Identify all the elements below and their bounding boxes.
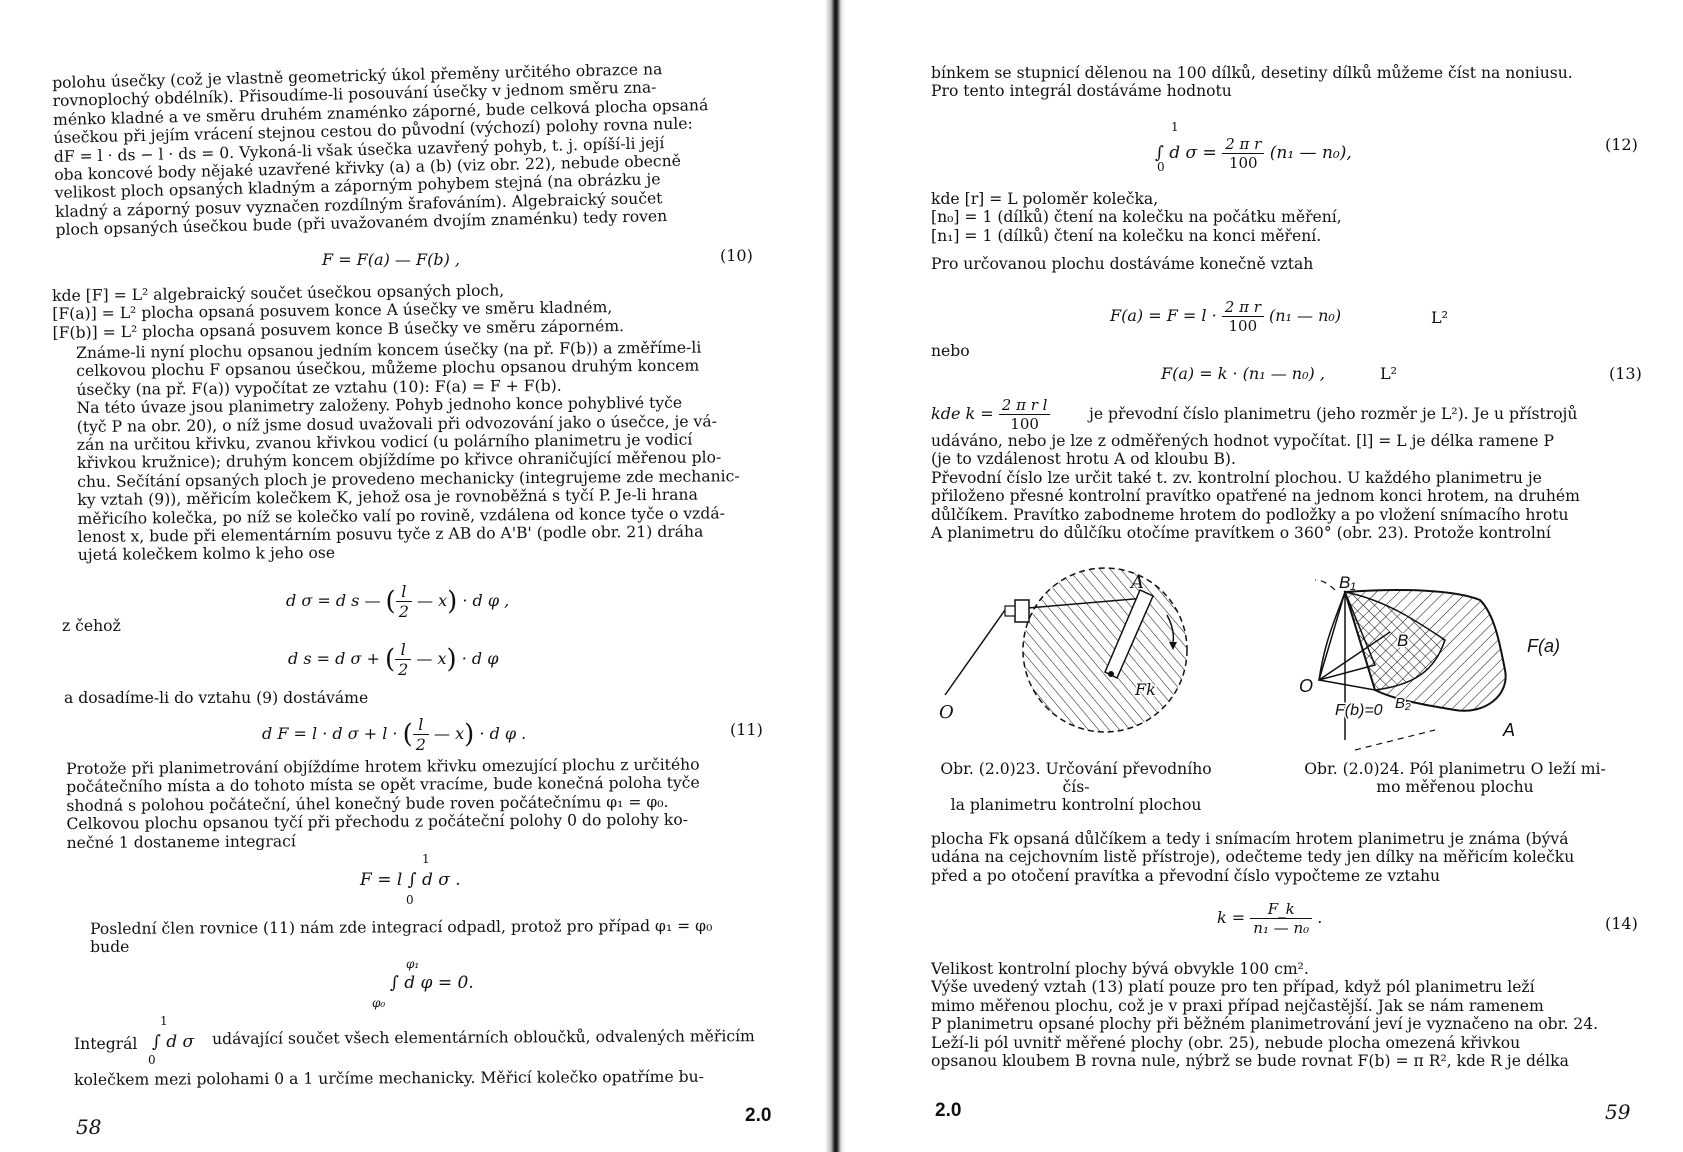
integral-phi-lower: φ₀	[372, 996, 386, 1010]
integral-upper-limit: 1	[422, 852, 430, 866]
fig24-label-B2: B₂	[1395, 695, 1411, 712]
equation-14: k = $\frac{F\_k}{\text{n₁ — n₀}}$ .	[1217, 900, 1323, 937]
equation-12: ∫ d σ = $\frac{\text{2 π r}}{100}$ (n₁ — n₀),	[1155, 135, 1352, 172]
nebo-text: nebo	[931, 342, 970, 360]
unit-L2-a: L²	[1431, 308, 1449, 327]
left-definitions-1: kde [F] = L² algebraický součet úsečkou opsaných ploch, [F(a)] = L² plocha opsaná posuvem konce A úsečky ve směru kladném, [F(b)] = L² plocha opsaná posuvem konce B úsečky ve směru záporném.	[52, 281, 625, 342]
left-page-number: 58	[76, 1115, 102, 1139]
left-paragraph-3: Protože při planimetrování objíždíme hrotem křivku omezující plochu z určitého počátečního místa a do tohoto místa se opět vracíme, bude konečná poloha tyče shodná s polohou počáteční, úhel konečný bude roven počátečnímu φ₁ = φ₀. Celkovou plochu opsanou tyčí při přechodu z počáteční polohy 0 do polohy ko- nečné 1 dostaneme integrací	[66, 755, 700, 852]
left-paragraph-4: Poslední člen rovnice (11) nám zde integrací odpadl, protož pro případ φ₁ = φ₀ bude	[90, 916, 713, 957]
integral-dsigma-lower: 0	[148, 1053, 156, 1067]
fig24-label-Fb: F(b)=0	[1335, 702, 1383, 719]
right-section-number: 2.0	[935, 1100, 962, 1121]
control-circle	[1023, 568, 1187, 732]
figure-23-caption: Obr. (2.0)23. Určování převodního čís- la planimetru kontrolní plochou	[940, 760, 1212, 814]
equation-14-number: (14)	[1605, 914, 1638, 933]
equation-10-number: (10)	[720, 246, 753, 265]
k-definition: kde k = $\frac{\text{2 π r l}}{100}$	[931, 396, 1050, 433]
right-paragraph-4: Velikost kontrolní plochy bývá obvykle 100 cm². Výše uvedený vztah (13) platí pouze pro ten případ, když pól planimetru leží mimo měřenou plochu, což je v praxi případ nejčastější. Jak se nám ramenem P planimetru opsané plochy při běžném planimetrování jeví je vyznačeno na obr. 24. Leží-li pól uvnitř měřené plochy (obr. 25), nebude plocha omezená křivkou opsanou kloubem B rovna nule, nýbrž se bude rovnat F(b) = π R², kde R je délka	[931, 960, 1599, 1071]
right-definitions: kde [r] = L poloměr kolečka, [n₀] = 1 (dílků) čtení na kolečku na počátku měření, [n₁] = 1 (dílků) čtení na kolečku na konci měření.	[931, 190, 1342, 245]
fig23-label-Fk: Fk	[1135, 680, 1156, 699]
fig24-label-B1: B₁	[1339, 573, 1356, 592]
eq12-lower-limit: 0	[1157, 160, 1165, 174]
dosadime-text: a dosadíme-li do vztahu (9) dostáváme	[64, 689, 369, 707]
left-paragraph-1: polohu úsečky (což je vlastně geometrický úkol přeměny určitého obrazce na rovnoplochý obdélník). Přisoudíme-li posouvání úsečky v jednom směru zna- ménko kladné a ve směru druhém znaménko záporné, bude celková plocha opsaná úsečkou při jejím vrácení stejnou cestou do původní (výchozí) polohy rovna nule: dF = l · ds − l · ds = 0. Vykoná-li však úsečka uzavřený pohyb, t. j. opíší-li její oba koncové body nějaké uzavřené křivky (a) a (b) (viz obr. 22), nebude obecně velikost ploch opsaných kladným a záporným pohybem stejná (na obrázku je kladný a záporný posuv vyznačen rozdílným šrafováním). Algebraický součet ploch opsaných úsečkou bude (při uvažovaném dvojím znaménku) tedy roven	[52, 60, 709, 240]
fig24-label-Fa: F(a)	[1527, 636, 1560, 656]
integral-description: udávající součet všech elementárních obloučků, odvalených měřicím	[212, 1027, 755, 1048]
eq12-upper-limit: 1	[1171, 120, 1179, 134]
left-paragraph-2: Známe-li nyní plochu opsanou jedním koncem úsečky (na př. F(b)) a změříme-li celkovou plochu F opsanou úsečkou, můžeme plochu opsanou druhým koncem úsečky (na př. F(a)) vypočítat ze vztahu (10): F(a) = F + F(b). Na této úvaze jsou planimetry založeny. Pohyb jednoho konce pohyblivé tyče (tyč P na obr. 20), o níž jsme dosud uvažovali při odvozování jako o úsečce, je vá- zán na určitou křivku, zvanou křivkou vodicí (u polárního planimetru je vodicí křivkou kružnice); druhým koncem objíždíme po křivce ohraničující měřenou plo- chu. Sečítání opsaných ploch je provedeno mechanicky (integrujeme zde mechanic- ky vztah (9)), měřicím kolečkem K, jehož osa je rovnoběžná s tyčí P. Je-li hrana měřicího kolečka, po níž se kolečko valí po rovině, vzdálena od konce tyče o vzdá- lenost x, bude při elementárním posuvu tyče z AB do A'B' (podle obr. 21) dráha ujetá kolečkem kolmo k jeho ose	[76, 338, 740, 565]
equation-integral-F: F = l ∫ d σ .	[360, 870, 461, 890]
figure-23-control-area	[935, 560, 1205, 740]
measuring-wheel	[1015, 600, 1029, 622]
left-page	[0, 0, 825, 1152]
equation-13-number: (13)	[1609, 364, 1642, 383]
figure-24-pole-outside	[1295, 560, 1595, 760]
equation-F-a: F(a) = F = l · $\frac{\text{2 π r}}{100}$ (n₁ — n₀)	[1110, 298, 1342, 335]
left-section-number: 2.0	[745, 1105, 772, 1126]
right-paragraph-1: bínkem se stupnicí dělenou na 100 dílků, desetiny dílků můžeme číst na noniusu. Pro tento integrál dostáváme hodnotu	[931, 64, 1573, 101]
integral-dsigma: ∫ d σ	[152, 1032, 195, 1052]
right-page	[845, 0, 1683, 1152]
fig23-label-A: A	[1131, 572, 1144, 593]
equation-11-number: (11)	[730, 720, 763, 739]
left-last-line: kolečkem mezi polohami 0 a 1 určíme mechanicky. Měřicí kolečko opatříme bu-	[74, 1067, 704, 1089]
book-spine	[825, 0, 845, 1152]
equation-ds: d s = d σ + ( $\frac{l}{2}$ — x) · d φ	[288, 640, 499, 679]
z-cehoz: z čehož	[62, 617, 121, 635]
equation-11: d F = l · d σ + l · ( $\frac{l}{2}$ — x) · d φ .	[262, 715, 527, 754]
equation-12-number: (12)	[1605, 135, 1638, 154]
integral-phi-upper: φ₁	[406, 957, 420, 971]
pole-arm	[945, 610, 1005, 695]
figure-24-caption: Obr. (2.0)24. Pól planimetru O leží mi- mo měřenou plochu	[1304, 760, 1606, 796]
right-page-number: 59	[1605, 1100, 1631, 1124]
integral-dsigma-upper: 1	[160, 1014, 168, 1028]
fig24-label-O: O	[1299, 676, 1314, 696]
fig23-label-O: O	[939, 702, 954, 723]
equation-13: F(a) = k · (n₁ — n₀) ,	[1161, 364, 1325, 383]
equation-dsigma: d σ = d s — ( $\frac{l}{2}$ — x) · d φ ,	[286, 582, 510, 621]
right-paragraph-2: udáváno, nebo je lze z odměřených hodnot vypočítat. [l] = L je délka ramene P (je to vzdálenost hrotu A od kloubu B). Převodní číslo lze určit také t. zv. kontrolní plochou. U každého planimetru je přiloženo přesné kontrolní pravítko opatřené na jednom konci hrotem, na druhém důlčíkem. Pravítko zabodneme hrotem do podložky a po vložení snímacího hrotu A planimetru do důlčíku otočíme pravítkem o 360° (obr. 23). Protože kontrolní	[931, 432, 1580, 543]
k-definition-text: je převodní číslo planimetru (jeho rozměr je L²). Je u přístrojů	[1089, 405, 1578, 423]
integral-word: Integrál	[74, 1035, 138, 1053]
unit-L2-b: L²	[1380, 364, 1398, 383]
pro-urcovanou-text: Pro určovanou plochu dostáváme konečně vztah	[931, 255, 1314, 273]
fig24-label-A: A	[1503, 720, 1516, 740]
integral-lower-limit: 0	[406, 893, 414, 907]
right-paragraph-3: plocha Fk opsaná důlčíkem a tedy i snímacím hrotem planimetru je známa (bývá udána na cejchovním listě přístroje), odečteme tedy jen dílky na měřicím kolečku před a po otočení pravítka a převodní číslo vypočteme ze vztahu	[931, 830, 1575, 885]
equation-integral-phi: ∫ d φ = 0.	[390, 973, 474, 993]
fig24-label-B: B	[1397, 631, 1409, 650]
equation-10: F = F(a) — F(b) ,	[322, 250, 460, 269]
